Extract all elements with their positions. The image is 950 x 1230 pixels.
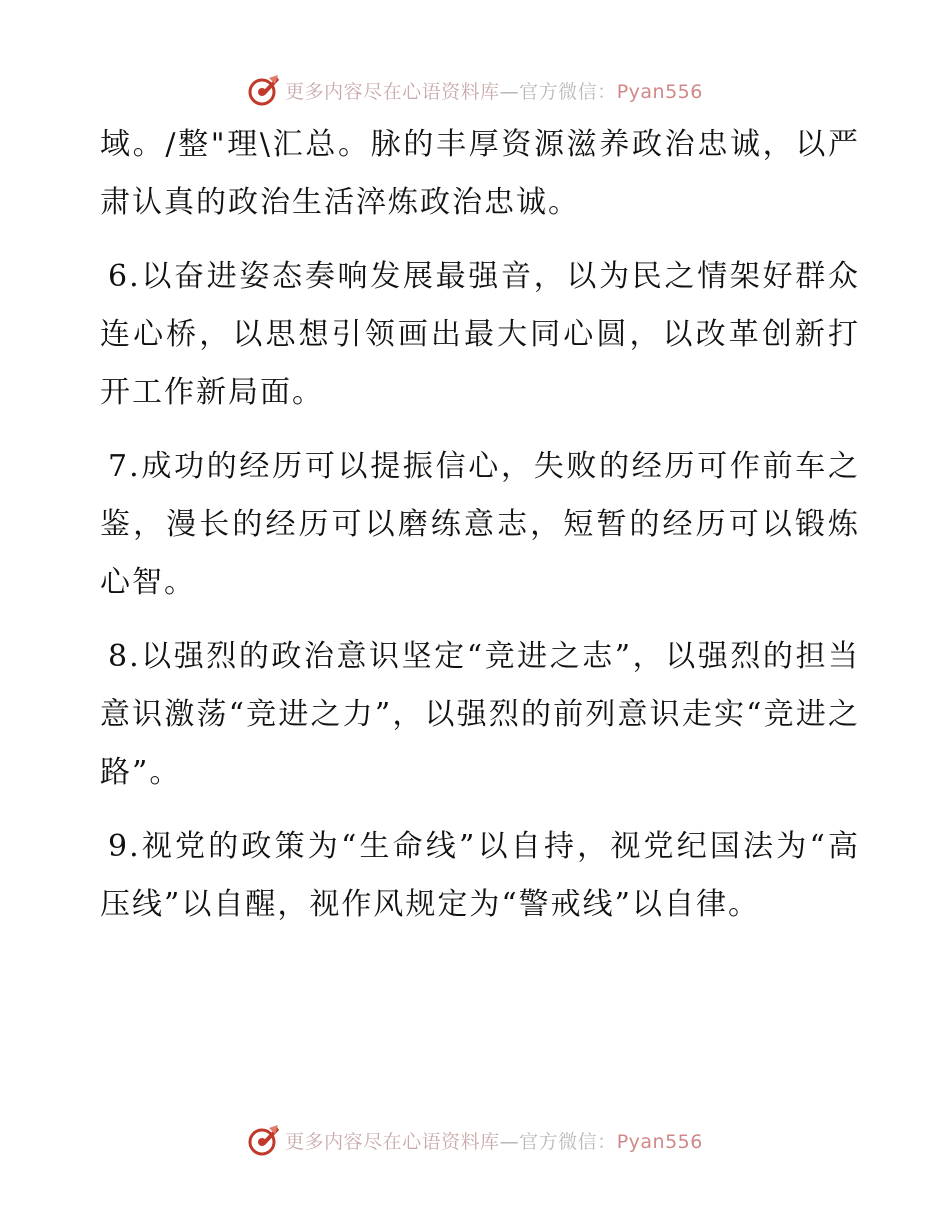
paragraph-item-8: 8.以强烈的政治意识坚定“竞进之志”，以强烈的担当意识激荡“竞进之力”，以强烈的前列意识走实“竞进之路”。	[100, 639, 860, 790]
pen-nib-logo-icon	[247, 1123, 281, 1157]
footer-banner-text: 更多内容尽在心语资料库—官方微信：Pyan556	[285, 1130, 703, 1153]
paragraph-item-6: 6.以奋进姿态奏响发展最强音，以为民之情架好群众连心桥，以思想引领画出最大同心圆，以改革创新打开工作新局面。	[100, 259, 860, 410]
header-banner-text: 更多内容尽在心语资料库—官方微信：Pyan556	[285, 80, 703, 103]
document-body	[100, 116, 860, 950]
header-banner	[0, 70, 950, 110]
paragraph-continuation: 域。/整"理\汇总。脉的丰厚资源滋养政治忠诚，以严肃认真的政治生活淬炼政治忠诚。	[100, 127, 860, 220]
pen-nib-logo-icon	[247, 73, 281, 107]
paragraph-item-7: 7.成功的经历可以提振信心，失败的经历可作前车之鉴，漫长的经历可以磨练意志，短暂的经历可以锻炼心智。	[100, 449, 860, 600]
paragraph-item-9: 9.视党的政策为“生命线”以自持，视党纪国法为“高压线”以自醒，视作风规定为“警戒线”以自律。	[100, 829, 860, 922]
footer-banner	[0, 1120, 950, 1160]
